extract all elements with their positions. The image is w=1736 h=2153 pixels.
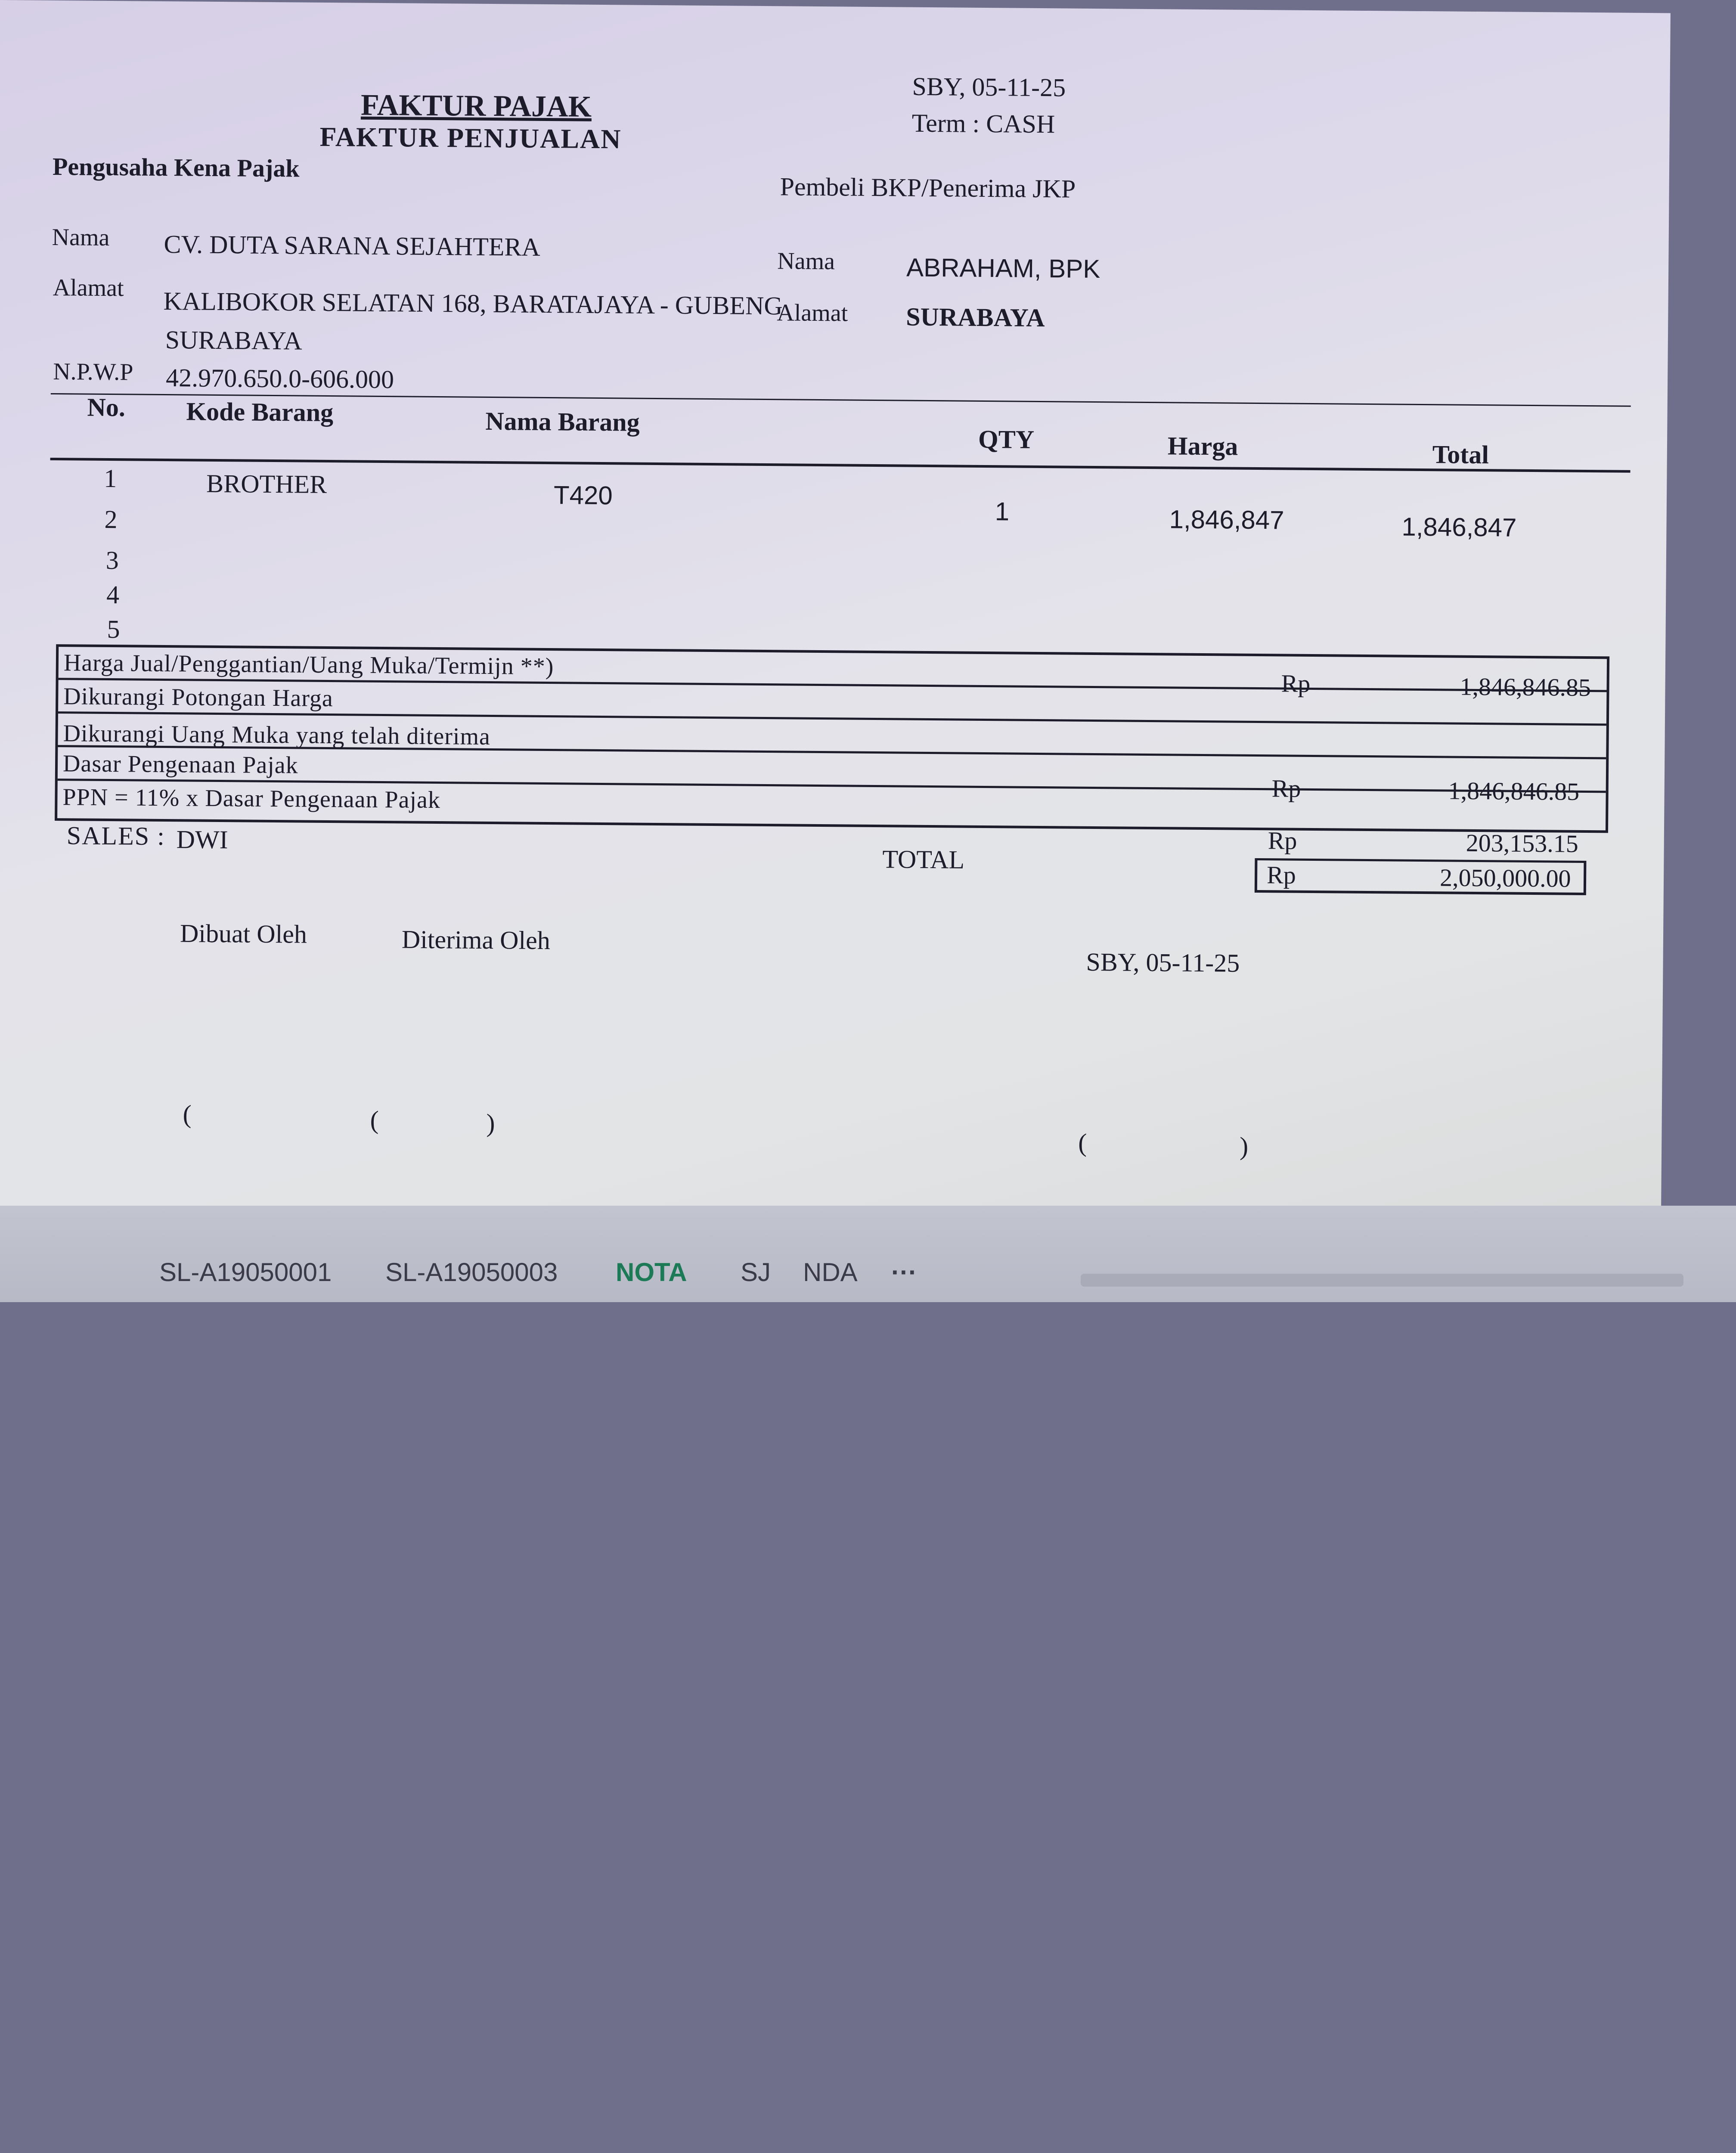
npwp-number: 42.970.650.0-606.000 bbox=[165, 363, 394, 394]
more-sheets-button[interactable]: ··· bbox=[891, 1258, 917, 1287]
col-no: No. bbox=[87, 393, 126, 422]
item-name: T420 bbox=[553, 481, 613, 510]
signature-paren-close: ) bbox=[486, 1108, 495, 1138]
total-currency: Rp bbox=[1266, 861, 1296, 889]
buyer-heading: Pembeli BKP/Penerima JKP bbox=[780, 172, 1076, 203]
tab-sl-a19050003[interactable]: SL-A19050003 bbox=[385, 1258, 558, 1287]
signature-paren-open: ( bbox=[1078, 1128, 1087, 1157]
item-code: BROTHER bbox=[206, 469, 327, 499]
buyer-name-label: Nama bbox=[777, 248, 835, 275]
ppn-label: PPN = 11% x Dasar Pengenaan Pajak bbox=[62, 784, 441, 814]
horizontal-scrollbar[interactable] bbox=[1081, 1274, 1683, 1287]
tab-sj[interactable]: SJ bbox=[741, 1258, 771, 1287]
received-by-label: Diterima Oleh bbox=[401, 925, 551, 955]
signature-place-date: SBY, 05-11-25 bbox=[1086, 947, 1240, 977]
seller-name: CV. DUTA SARANA SEJAHTERA bbox=[164, 230, 541, 261]
tax-base-currency: Rp bbox=[1271, 774, 1301, 803]
seller-name-label: Nama bbox=[52, 223, 110, 251]
seller-address-label: Alamat bbox=[53, 274, 124, 302]
sales-label: SALES : bbox=[66, 821, 166, 851]
title-faktur-pajak: FAKTUR PAJAK bbox=[360, 88, 592, 124]
buyer-address: SURABAYA bbox=[906, 302, 1045, 332]
row-number: 5 bbox=[107, 614, 120, 644]
col-qty: QTY bbox=[978, 425, 1035, 454]
seller-heading: Pengusaha Kena Pajak bbox=[52, 152, 300, 183]
row-number: 4 bbox=[106, 580, 120, 609]
seller-address-line2: SURABAYA bbox=[165, 326, 302, 355]
ppn-amount: 203,153.15 bbox=[1466, 828, 1578, 858]
made-by-label: Dibuat Oleh bbox=[180, 919, 307, 949]
sales-name: DWI bbox=[176, 825, 228, 854]
item-total: 1,846,847 bbox=[1401, 512, 1517, 542]
sale-price-amount: 1,846,846.85 bbox=[1460, 672, 1591, 702]
tax-base-amount: 1,846,846.85 bbox=[1448, 776, 1580, 806]
ppn-currency: Rp bbox=[1268, 826, 1297, 855]
col-code: Kode Barang bbox=[186, 397, 334, 427]
item-qty: 1 bbox=[995, 497, 1010, 526]
item-price: 1,846,847 bbox=[1169, 505, 1284, 535]
title-faktur-penjualan: FAKTUR PENJUALAN bbox=[319, 121, 622, 155]
sale-price-currency: Rp bbox=[1281, 669, 1311, 698]
col-price: Harga bbox=[1167, 431, 1238, 461]
sheet-tab-bar bbox=[0, 1206, 1736, 1302]
col-name: Nama Barang bbox=[485, 406, 640, 437]
row-number: 1 bbox=[104, 464, 117, 493]
total-amount: 2,050,000.00 bbox=[1439, 863, 1571, 893]
seller-address-line1: KALIBOKOR SELATAN 168, BARATAJAYA - GUBENG bbox=[163, 287, 783, 320]
signature-paren-open: ( bbox=[183, 1100, 192, 1129]
tab-nota[interactable]: NOTA bbox=[616, 1258, 687, 1287]
downpayment-label: Dikurangi Uang Muka yang telah diterima bbox=[63, 720, 491, 750]
discount-label: Dikurangi Potongan Harga bbox=[63, 683, 333, 712]
total-label: TOTAL bbox=[882, 845, 965, 874]
buyer-address-label: Alamat bbox=[777, 299, 848, 327]
signature-paren-open: ( bbox=[370, 1105, 379, 1134]
signature-paren-close: ) bbox=[1239, 1132, 1249, 1160]
buyer-name: ABRAHAM, BPK bbox=[906, 253, 1100, 284]
invoice-date: SBY, 05-11-25 bbox=[912, 72, 1066, 102]
payment-term: Term : CASH bbox=[911, 109, 1055, 139]
npwp-label: N.P.W.P bbox=[53, 358, 133, 386]
tax-base-label: Dasar Pengenaan Pajak bbox=[62, 750, 298, 779]
sale-price-label: Harga Jual/Penggantian/Uang Muka/Termijn **) bbox=[63, 649, 554, 680]
col-total: Total bbox=[1432, 440, 1489, 469]
row-number: 2 bbox=[104, 505, 118, 534]
tab-nda[interactable]: NDA bbox=[803, 1258, 858, 1287]
tab-sl-a19050001[interactable]: SL-A19050001 bbox=[159, 1258, 332, 1287]
row-number: 3 bbox=[105, 546, 119, 575]
